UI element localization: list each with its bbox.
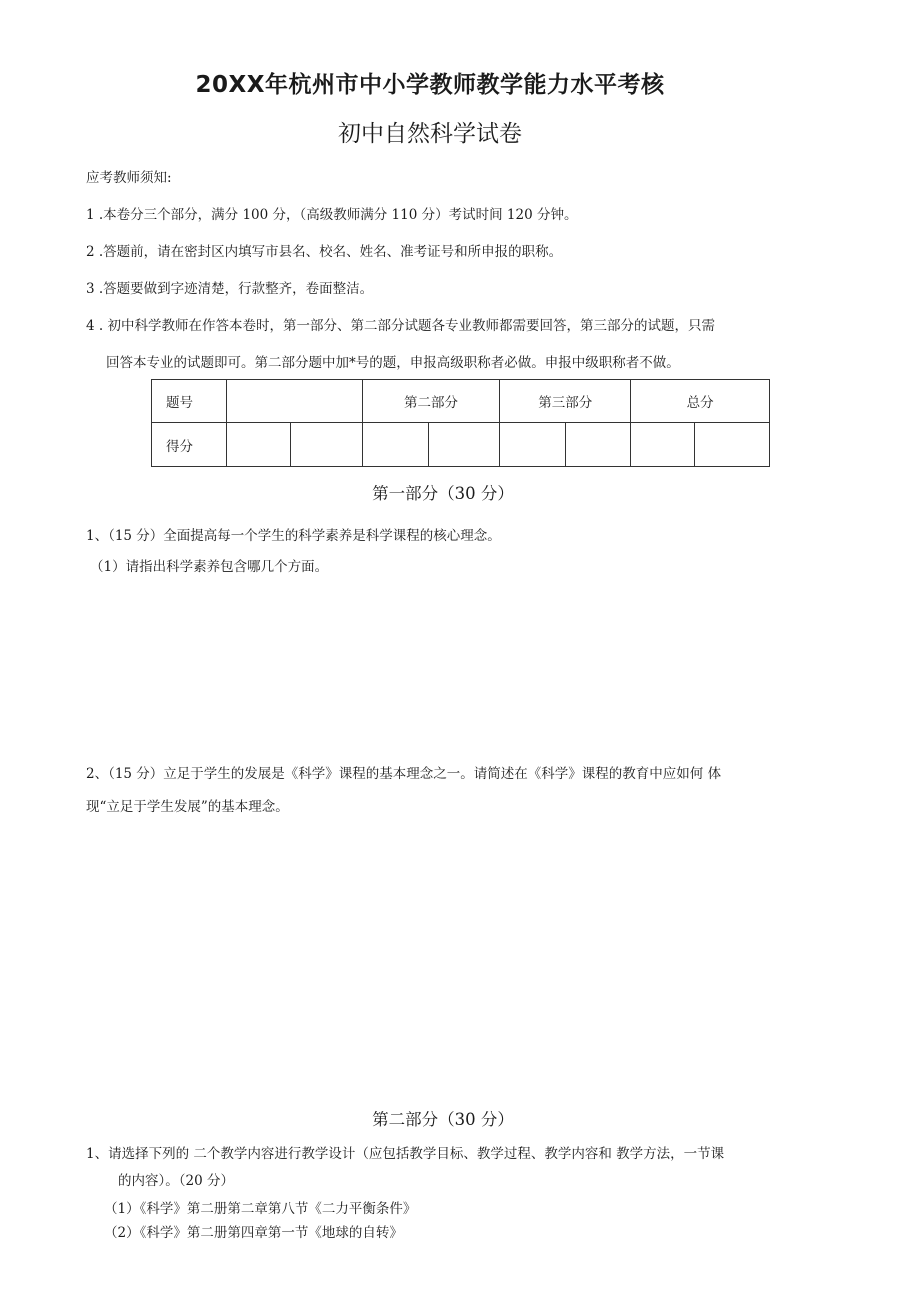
notice-item-1: 1 .本卷分三个部分，满分 100 分，（高级教师满分 110 分）考试时间 120 分钟。 (86, 207, 578, 223)
score-cell[interactable] (695, 423, 770, 467)
notice-item-2: 2 .答题前，请在密封区内填写市县名、校名、姓名、准考证号和所申报的职称。 (86, 244, 563, 260)
score-label: 得分 (152, 423, 227, 467)
part-one-header (226, 380, 362, 423)
score-cell[interactable] (226, 423, 290, 467)
score-table-header-row (152, 380, 770, 423)
part1-question-1-sub: （1）请指出科学素养包含哪几个方面。 (90, 559, 329, 575)
notice-heading: 应考教师须知: (86, 170, 172, 186)
notice-item-4: 4 . 初中科学教师在作答本卷时，第一部分、第二部分试题各专业教师都需要回答，第三部分的试题，只需 (86, 318, 715, 334)
score-cell[interactable] (500, 423, 566, 467)
score-cell[interactable] (290, 423, 362, 467)
score-cell[interactable] (428, 423, 500, 467)
score-cell[interactable] (631, 423, 695, 467)
score-table (151, 379, 770, 467)
part1-question-1: 1、（15 分）全面提高每一个学生的科学素养是科学课程的核心理念。 (86, 528, 501, 544)
part2-question-1-line2: 的内容）。（20 分） (118, 1173, 234, 1189)
score-cell[interactable] (362, 423, 428, 467)
part2-option-1: （1）《科学》第二册第二章第八节《二力平衡条件》 (104, 1201, 417, 1217)
score-table-score-row (152, 423, 770, 467)
part2-question-1-line1: 1、请选择下列的 二个教学内容进行教学设计（应包括教学目标、教学过程、教学内容和 教学方法，一节课 (86, 1146, 725, 1162)
total-header: 总分 (631, 380, 770, 423)
part-two-header: 第二部分 (362, 380, 500, 423)
notice-item-3: 3 .答题要做到字迹清楚，行款整齐，卷面整洁。 (86, 281, 374, 297)
part-three-header: 第三部分 (500, 380, 631, 423)
part1-heading: 第一部分（30 分） (372, 484, 514, 503)
part2-heading: 第二部分（30 分） (372, 1110, 514, 1129)
score-cell[interactable] (566, 423, 631, 467)
exam-subtitle: 初中自然科学试卷 (338, 121, 522, 147)
question-number-label: 题号 (152, 380, 227, 423)
part1-question-2-line1: 2、（15 分）立足于学生的发展是《科学》课程的基本理念之一。请简述在《科学》课程的教育中应如何 体 (86, 766, 722, 782)
exam-title: 20XX年杭州市中小学教师教学能力水平考核 (195, 72, 665, 98)
part1-question-2-line2: 现“立足于学生发展”的基本理念。 (86, 799, 289, 815)
notice-item-4-continued: 回答本专业的试题即可。第二部分题中加*号的题，申报高级职称者必做。申报中级职称者不做。 (106, 355, 680, 371)
part2-option-2: （2）《科学》第二册第四章第一节《地球的自转》 (104, 1225, 403, 1241)
